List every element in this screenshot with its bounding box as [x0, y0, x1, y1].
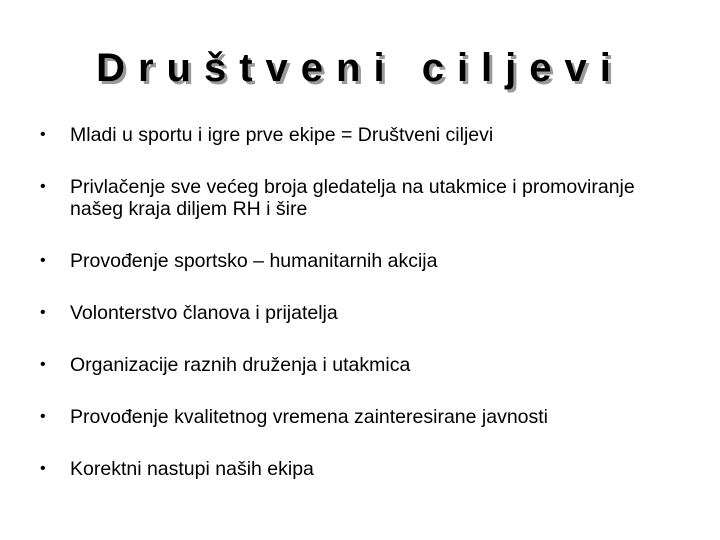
bullet-text: Provođenje sportsko – humanitarnih akcija	[70, 250, 438, 272]
bullet-item	[40, 406, 680, 428]
bullet-marker: •	[40, 460, 46, 477]
bullet-text: Volonterstvo članova i prijatelja	[70, 302, 338, 324]
bullet-text: Korektni nastupi naših ekipa	[70, 458, 314, 480]
bullet-item	[40, 124, 680, 146]
bullet-text: Provođenje kvalitetnog vremena zainteresirane javnosti	[70, 406, 549, 428]
bullet-item	[40, 458, 680, 480]
bullet-list	[40, 124, 680, 510]
bullet-text: Organizacije raznih druženja i utakmica	[70, 354, 411, 376]
bullet-text: Mladi u sportu i igre prve ekipe = Društveni ciljevi	[70, 124, 494, 146]
bullet-item	[40, 354, 680, 376]
bullet-marker: •	[40, 356, 46, 373]
bullet-item	[40, 176, 680, 220]
bullet-item	[40, 250, 680, 272]
bullet-marker: •	[40, 178, 46, 195]
bullet-marker: •	[40, 408, 46, 425]
bullet-marker: •	[40, 304, 46, 321]
bullet-marker: •	[40, 126, 46, 143]
bullet-marker: •	[40, 252, 46, 269]
slide-title: Društveni ciljevi	[96, 46, 624, 90]
bullet-text: Privlačenje sve većeg broja gledatelja na utakmice i promoviranje našeg kraja diljem RH i šire	[70, 176, 635, 220]
bullet-item	[40, 302, 680, 324]
